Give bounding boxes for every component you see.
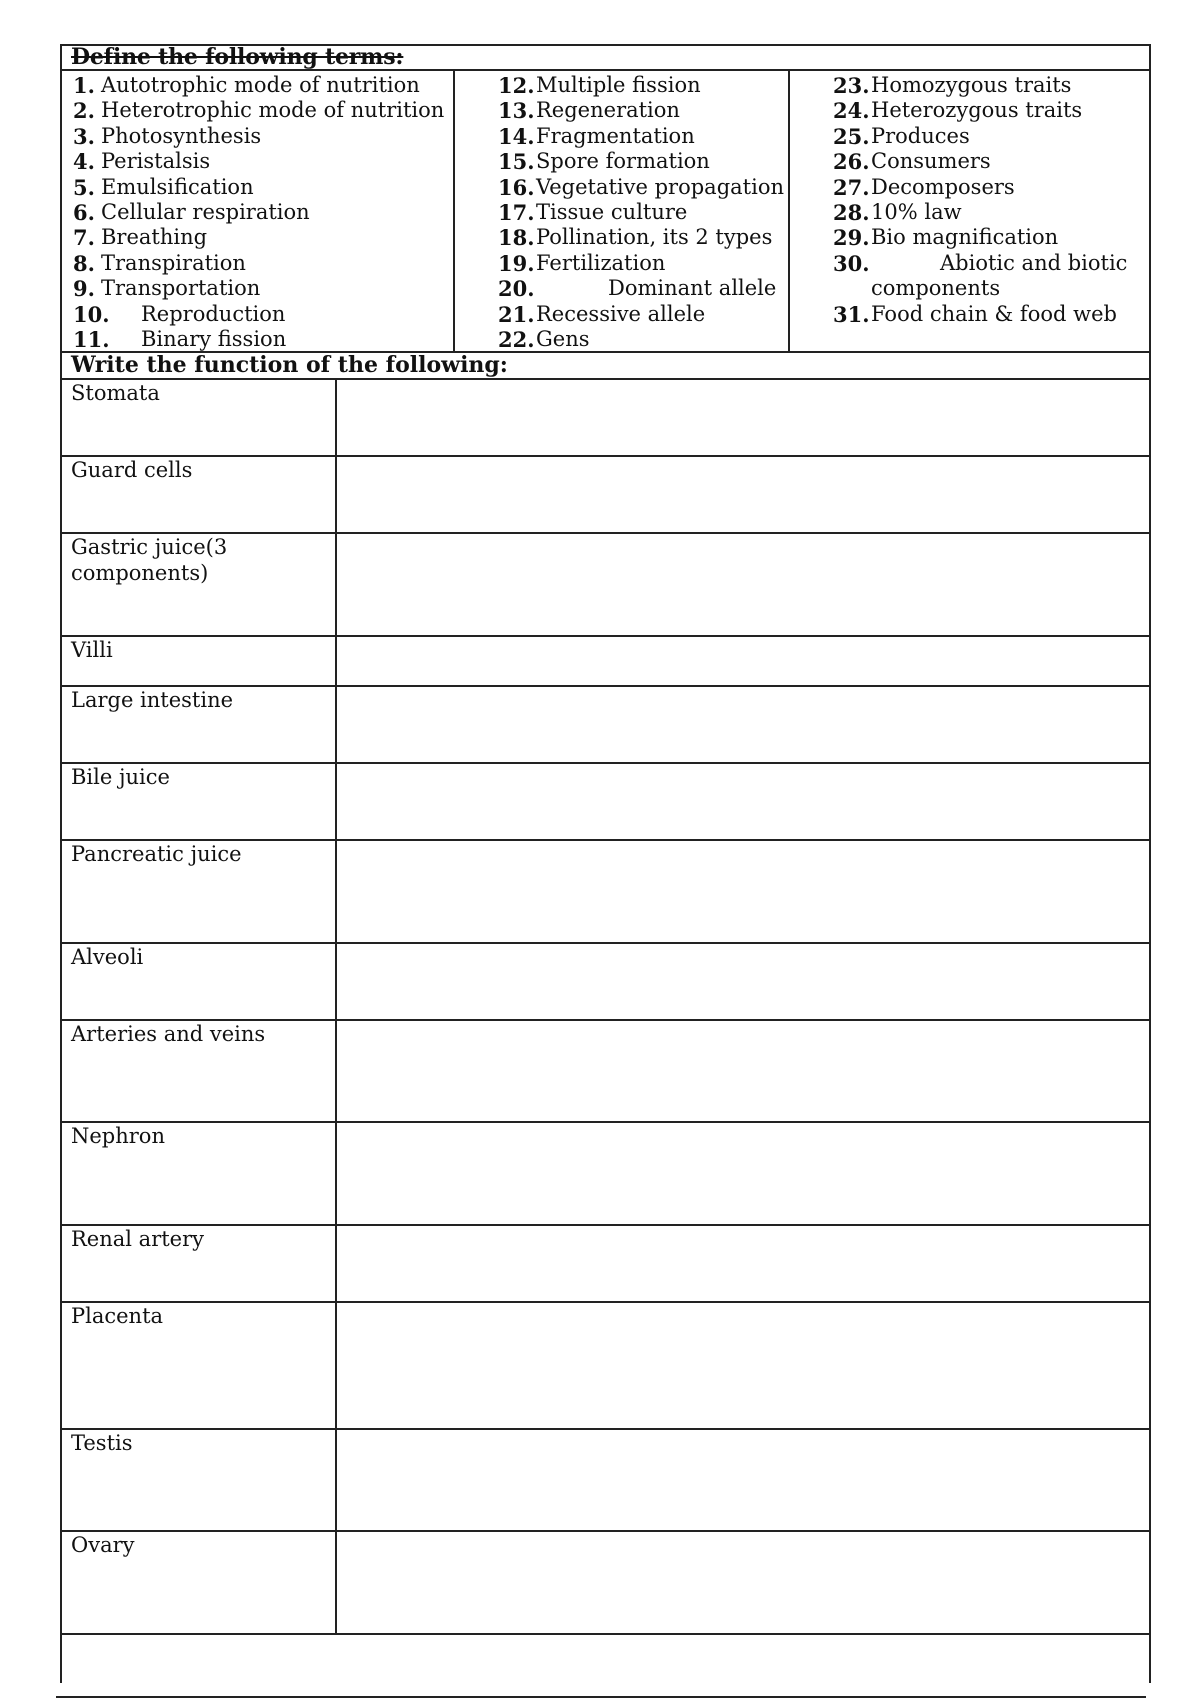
term-item: 8. Transpiration — [73, 250, 246, 276]
term-item: 11. Binary fission — [73, 327, 287, 353]
row-label: Renal artery — [62, 1226, 337, 1301]
terms-column-1 — [62, 71, 455, 351]
function-section-title: Write the function of the following: — [71, 352, 508, 378]
terms-column-3 — [790, 71, 1149, 351]
answer-cell[interactable] — [337, 1430, 1149, 1530]
table-row — [62, 1532, 1149, 1635]
table-row — [62, 1303, 1149, 1430]
term-item: 31. Food chain & food web — [833, 301, 1117, 327]
table-row — [62, 457, 1149, 534]
table-row — [62, 534, 1149, 637]
answer-cell[interactable] — [337, 1021, 1149, 1121]
page-bottom-rule — [56, 1696, 1146, 1698]
row-label: Stomata — [62, 380, 337, 455]
table-row — [62, 944, 1149, 1021]
answer-cell[interactable] — [337, 380, 1149, 455]
row-label: Ovary — [62, 1532, 337, 1633]
row-label: Pancreatic juice — [62, 841, 337, 942]
term-item: 7. Breathing — [73, 225, 208, 251]
term-item: 29. Bio magnification — [833, 225, 1059, 251]
term-item: 14. Fragmentation — [498, 123, 695, 149]
term-item: 1. Autotrophic mode of nutrition — [73, 73, 420, 98]
answer-cell[interactable] — [337, 1123, 1149, 1224]
empty-trailing-area — [62, 1635, 1149, 1683]
table-row — [62, 1430, 1149, 1532]
answer-cell[interactable] — [337, 534, 1149, 635]
term-item: 30. Abiotic and biotic — [833, 250, 1128, 276]
term-item: 3. Photosynthesis — [73, 123, 262, 149]
terms-table — [62, 71, 1149, 353]
row-label: Guard cells — [62, 457, 337, 532]
row-label: Alveoli — [62, 944, 337, 1019]
worksheet — [60, 44, 1151, 1683]
table-row — [62, 637, 1149, 687]
row-label: Arteries and veins — [62, 1021, 337, 1121]
answer-cell[interactable] — [337, 637, 1149, 685]
term-item: 23. Homozygous traits — [833, 73, 1072, 98]
term-item: 13. Regeneration — [498, 98, 680, 124]
answer-cell[interactable] — [337, 841, 1149, 942]
term-item: 12. Multiple fission — [498, 73, 701, 98]
term-item: 2. Heterotrophic mode of nutrition — [73, 98, 445, 124]
term-item: 20. Dominant allele — [498, 276, 777, 302]
term-item: 18. Pollination, its 2 types — [498, 225, 773, 251]
answer-cell[interactable] — [337, 764, 1149, 839]
term-item: 25. Produces — [833, 123, 970, 149]
table-row — [62, 687, 1149, 764]
table-row — [62, 380, 1149, 457]
term-item: 15. Spore formation — [498, 149, 710, 175]
row-label: Large intestine — [62, 687, 337, 762]
answer-cell[interactable] — [337, 944, 1149, 1019]
term-item: 6. Cellular respiration — [73, 200, 310, 226]
define-terms-title: Define the following terms: — [71, 44, 404, 70]
term-item: 10. Reproduction — [73, 301, 286, 327]
term-item: 16. Vegetative propagation — [498, 174, 784, 200]
term-item: 17. Tissue culture — [498, 200, 688, 226]
table-row — [62, 1021, 1149, 1123]
row-label: Villi — [62, 637, 337, 685]
term-item: 28. 10% law — [833, 200, 962, 226]
function-section-header — [62, 353, 1149, 380]
term-item: 5. Emulsification — [73, 174, 254, 200]
terms-column-2 — [455, 71, 790, 351]
row-label: Nephron — [62, 1123, 337, 1224]
table-row — [62, 764, 1149, 841]
table-row — [62, 841, 1149, 944]
term-item: 9. Transportation — [73, 276, 261, 302]
term-item-continuation: components — [871, 276, 1001, 301]
row-label: Placenta — [62, 1303, 337, 1428]
answer-cell[interactable] — [337, 687, 1149, 762]
term-item: 19. Fertilization — [498, 250, 666, 276]
row-label: Gastric juice(3 components) — [62, 534, 337, 635]
term-item: 24. Heterozygous traits — [833, 98, 1083, 124]
table-row — [62, 1226, 1149, 1303]
answer-cell[interactable] — [337, 1226, 1149, 1301]
term-item: 27. Decomposers — [833, 174, 1015, 200]
row-label: Testis — [62, 1430, 337, 1530]
answer-cell[interactable] — [337, 457, 1149, 532]
term-item: 21. Recessive allele — [498, 301, 706, 327]
term-item: 22. Gens — [498, 327, 590, 353]
term-item: 26. Consumers — [833, 149, 991, 175]
answer-cell[interactable] — [337, 1303, 1149, 1428]
table-row — [62, 1123, 1149, 1226]
term-item: 4. Peristalsis — [73, 149, 211, 175]
define-terms-header — [62, 46, 1149, 71]
row-label: Bile juice — [62, 764, 337, 839]
answer-cell[interactable] — [337, 1532, 1149, 1633]
